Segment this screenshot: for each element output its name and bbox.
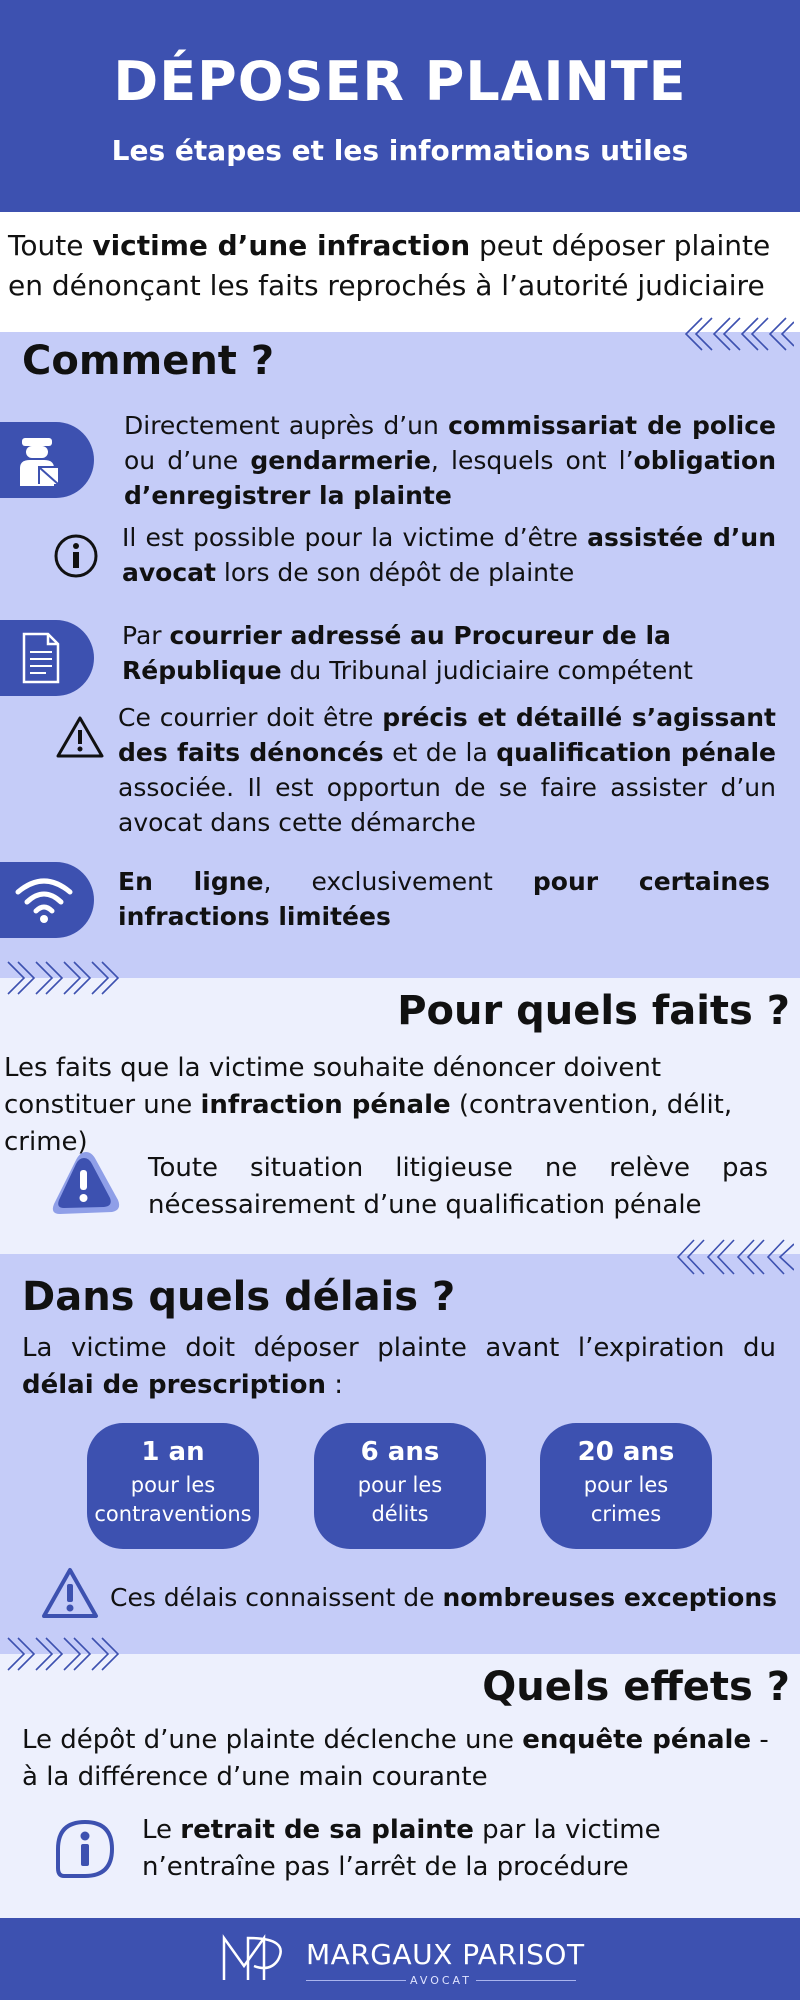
chevrons-right-icon xyxy=(4,1634,122,1674)
footer-brand-subtitle: AVOCAT xyxy=(410,1974,472,1987)
en-ligne-text: En ligne, exclusivement pour certaines infractions limitées xyxy=(118,867,771,931)
delai-pill-delits: 6 ans pour les délits xyxy=(314,1423,486,1549)
section-title-delais: Dans quels délais ? xyxy=(22,1274,456,1320)
document-icon xyxy=(14,630,70,686)
page-title: DÉPOSER PLAINTE xyxy=(113,50,687,113)
wifi-icon xyxy=(14,872,74,928)
warning-icon xyxy=(54,714,106,760)
courrier-warning-text: Ce courrier doit être précis et détaillé s’agissant des faits dénoncés et de la qualification pénale associée. Il est opportun de se faire assister d’un avocat dans cette démarche xyxy=(118,703,776,837)
section-title-faits: Pour quels faits ? xyxy=(397,988,790,1034)
wifi-icon-tab xyxy=(0,862,94,938)
intro-text: Toute victime d’une infraction peut déposer plainte en dénonçant les faits reprochés à l’autorité judiciaire xyxy=(8,229,771,302)
effets-info-text: Le retrait de sa plainte par la victime n’entraîne pas l’arrêt de la procédure xyxy=(142,1815,661,1882)
chevrons-left-icon xyxy=(678,314,794,354)
info-badge-icon xyxy=(54,1818,116,1880)
effets-text: Le dépôt d’une plainte déclenche une enquête pénale - à la différence d’une main courante xyxy=(22,1725,769,1792)
logo-monogram-icon xyxy=(218,1932,298,1984)
delais-warning-text: Ces délais connaissent de nombreuses exceptions xyxy=(110,1583,778,1612)
chevrons-right-icon xyxy=(4,958,122,998)
avocat-note-text: Il est possible pour la victime d’être assistée d’un avocat lors de son dépôt de plainte xyxy=(122,523,777,587)
footer-brand-name: MARGAUX PARISOT xyxy=(306,1938,585,1971)
section-title-effets: Quels effets ? xyxy=(482,1664,790,1710)
delai-pill-contraventions: 1 an pour les contraventions xyxy=(87,1423,259,1549)
police-icon-tab xyxy=(0,422,94,498)
faits-warning-text: Toute situation litigieuse ne relève pas nécessairement d’une qualification pénale xyxy=(148,1153,768,1220)
police-officer-icon xyxy=(14,432,70,488)
warning-icon xyxy=(40,1566,100,1620)
document-icon-tab xyxy=(0,620,94,696)
police-text: Directement auprès d’un commissariat de police ou d’une gendarmerie, lesquels ont l’obligation d’enregistrer la plainte xyxy=(124,411,777,510)
delais-text: La victime doit déposer plainte avant l’expiration du délai de prescription : xyxy=(22,1333,776,1400)
warning-badge-icon xyxy=(46,1148,122,1218)
section-title-comment: Comment ? xyxy=(22,338,275,384)
delai-pill-crimes: 20 ans pour les crimes xyxy=(540,1423,712,1549)
chevrons-left-icon xyxy=(670,1236,794,1278)
page-subtitle: Les étapes et les informations utiles xyxy=(111,134,689,167)
courrier-text: Par courrier adressé au Procureur de la République du Tribunal judiciaire compétent xyxy=(122,621,693,685)
info-icon xyxy=(52,532,100,580)
faits-text: Les faits que la victime souhaite dénoncer doivent constituer une infraction pénale (contravention, délit, crime) xyxy=(4,1053,733,1157)
